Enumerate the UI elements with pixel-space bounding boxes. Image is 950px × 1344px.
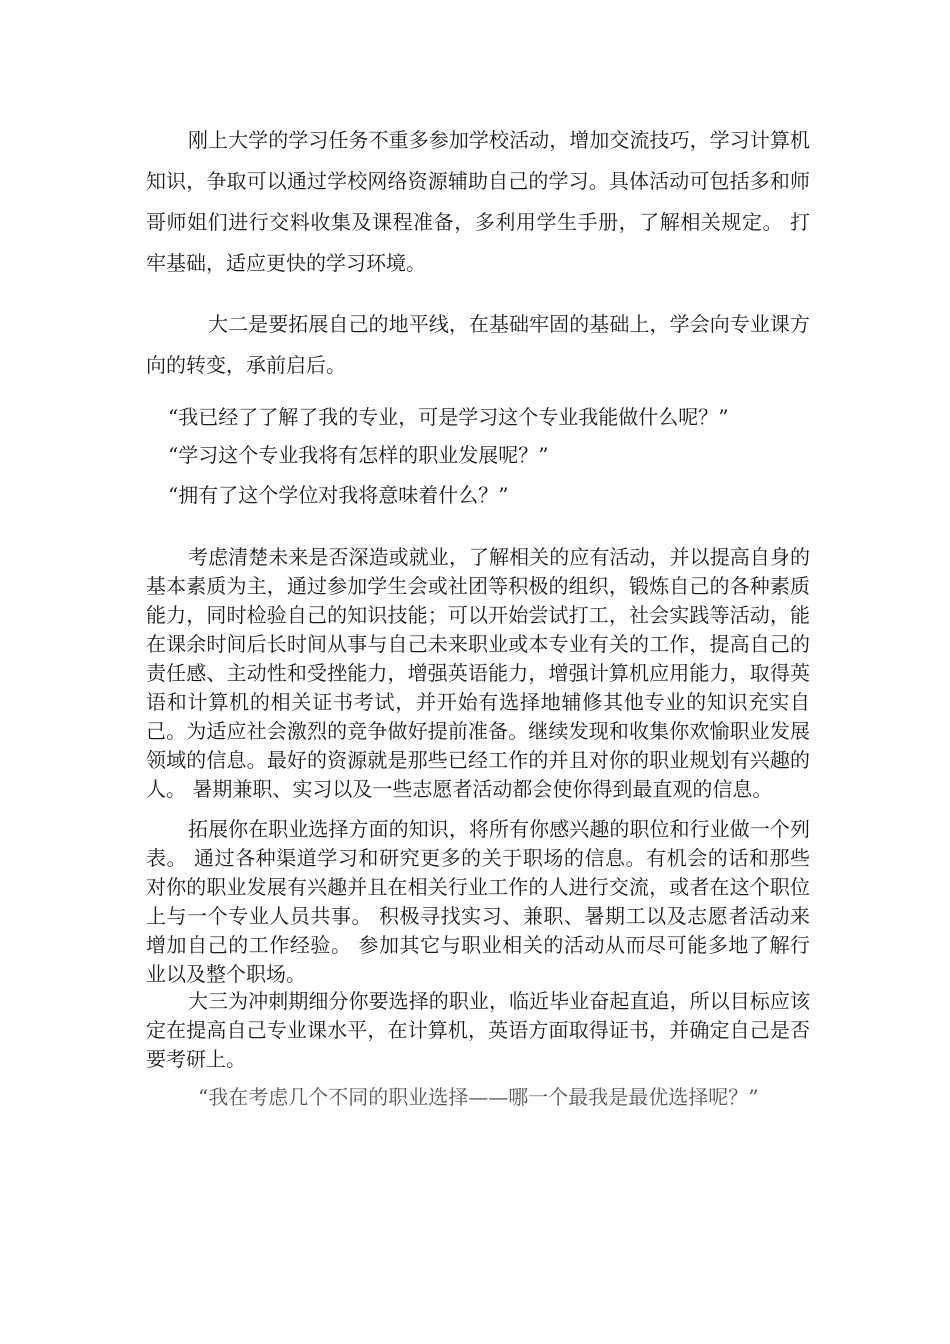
paragraph-sophomore: 大二是要拓展自己的地平线，在基础牢固的基础上，学会向专业课方向的转变，承前启后。 [146, 312, 810, 377]
quote-career-choice: “我在考虑几个不同的职业选择——哪一个最我是最优选择呢？” [198, 1085, 759, 1109]
paragraph-junior: 大三为冲刺期细分你要选择的职业，临近毕业奋起直追，所以目标应该定在提高自己专业课水平，在计算机，英语方面取得证书，并确定自己是否要考研上。 [146, 989, 810, 1071]
quote-major: “我已经了了解了我的专业，可是学习这个专业我能做什么呢？” [168, 405, 729, 429]
paragraph-consider-future: 考虑清楚未来是否深造或就业，了解相关的应有活动，并以提高自身的基本素质为主，通过参加学生会或社团等积极的组织，锻炼自己的各种素质能力，同时检验自己的知识技能；可以开始尝试打工，社会实践等活动，能在课余时间后长时间从事与自己未来职业或本专业有关的工作，提高自己的责任感、主动性和受挫能力，增强英语能力，增强计算机应用能力，取得英语和计算机的相关证书考试，并开始有选择地辅修其他专业的知识充实自己。为适应社会激烈的竞争做好提前准备。继续发现和收集你欢愉职业发展领域的信息。最好的资源就是那些已经工作的并且对你的职业规划有兴趣的人。 暑期兼职、实习以及一些志愿者活动都会使你得到最直观的信息。 [146, 545, 810, 801]
paragraph-expand-knowledge: 拓展你在职业选择方面的知识，将所有你感兴趣的职位和行业做一个列表。 通过各种渠道学习和研究更多的关于职场的信息。有机会的话和那些对你的职业发展有兴趣并且在相关行业工作的人进行交流，或者在这个职位上与一个专业人员共事。 积极寻找实习、兼职、暑期工以及志愿者活动来增加自己的工作经验。 参加其它与职业相关的活动从而尽可能多地了解行业以及整个职场。 [146, 817, 810, 986]
paragraph-freshman: 刚上大学的学习任务不重多参加学校活动，增加交流技巧，学习计算机知识，争取可以通过学校网络资源辅助自己的学习。具体活动可包括多和师哥师姐们进行交料收集及课程准备，多利用学生手册，了解相关规定。 打牢基础，适应更快的学习环境。 [146, 128, 810, 275]
quote-career-development: “学习这个专业我将有怎样的职业发展呢？” [168, 443, 549, 467]
quote-degree-meaning: “拥有了这个学位对我将意味着什么？” [168, 483, 509, 507]
